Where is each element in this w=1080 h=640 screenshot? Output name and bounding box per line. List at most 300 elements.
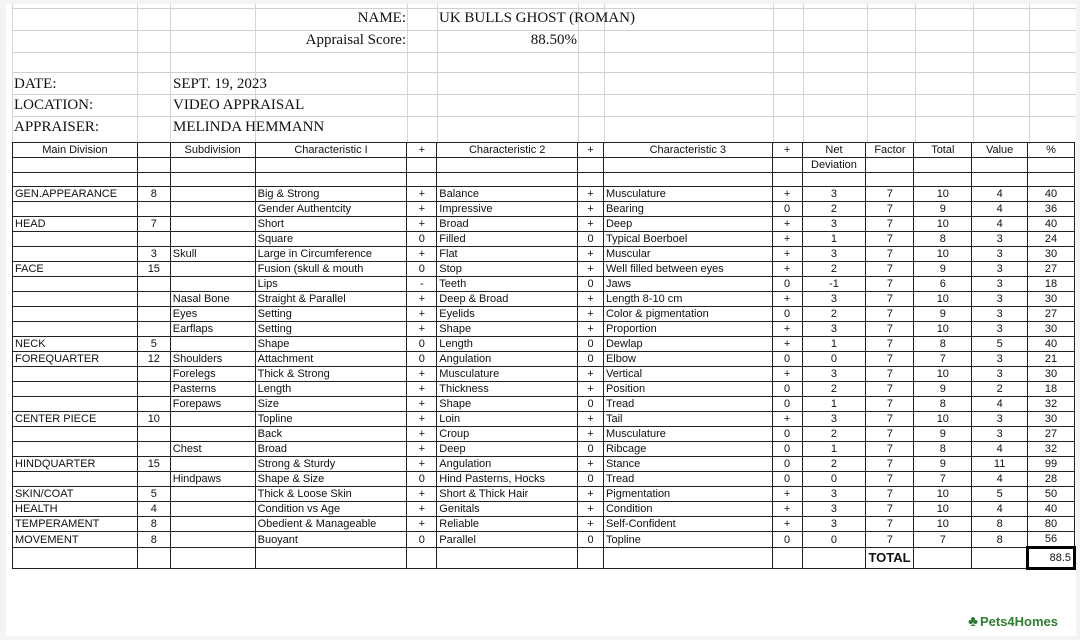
empty-cell <box>13 548 138 569</box>
characteristic-3-cell: Tread <box>603 472 772 487</box>
characteristic-3-cell: Well filled between eyes <box>603 262 772 277</box>
table-row <box>13 472 1075 487</box>
percent-cell: 18 <box>1028 382 1075 397</box>
sign-1-cell: + <box>407 202 437 217</box>
table-row <box>13 427 1075 442</box>
name-label: NAME: <box>357 10 406 26</box>
total-cell: 10 <box>914 187 972 202</box>
weight-cell <box>137 292 170 307</box>
characteristic-1-cell: Setting <box>255 322 407 337</box>
empty-cell <box>772 548 802 569</box>
characteristic-2-cell: Broad <box>437 217 578 232</box>
main-division-cell: FOREQUARTER <box>13 352 138 367</box>
net-deviation-cell: 0 <box>802 472 866 487</box>
characteristic-1-cell: Obedient & Manageable <box>255 517 407 532</box>
main-division-cell: NECK <box>13 337 138 352</box>
net-deviation-cell: 3 <box>802 322 866 337</box>
sign-3-cell: 0 <box>772 532 802 548</box>
sign-3-cell: 0 <box>772 382 802 397</box>
percent-cell: 30 <box>1028 292 1075 307</box>
factor-cell: 7 <box>866 472 914 487</box>
sign-1-cell: + <box>407 307 437 322</box>
value-cell: 3 <box>972 307 1028 322</box>
location-value: VIDEO APPRAISAL <box>173 97 305 113</box>
net-deviation-cell: 0 <box>802 532 866 548</box>
weight-cell: 7 <box>137 217 170 232</box>
subdivision-cell <box>170 337 255 352</box>
factor-cell: 7 <box>866 427 914 442</box>
empty-cell <box>914 158 972 173</box>
table-row <box>13 502 1075 517</box>
total-cell: 10 <box>914 292 972 307</box>
column-header-subdivision: Subdivision <box>170 143 255 158</box>
empty-cell <box>437 158 578 173</box>
empty-cell <box>772 158 802 173</box>
sign-3-cell: + <box>772 262 802 277</box>
empty-cell <box>578 548 604 569</box>
table-row <box>13 187 1075 202</box>
value-cell: 5 <box>972 337 1028 352</box>
characteristic-2-cell: Angulation <box>437 352 578 367</box>
date-value: SEPT. 19, 2023 <box>173 76 267 92</box>
subdivision-cell <box>170 502 255 517</box>
weight-cell <box>137 322 170 337</box>
characteristic-1-cell: Condition vs Age <box>255 502 407 517</box>
total-cell: 9 <box>914 427 972 442</box>
characteristic-3-cell: Stance <box>603 457 772 472</box>
characteristic-3-cell: Ribcage <box>603 442 772 457</box>
total-cell: 8 <box>914 232 972 247</box>
percent-cell: 24 <box>1028 232 1075 247</box>
value-cell: 8 <box>972 532 1028 548</box>
table-row <box>13 262 1075 277</box>
sign-1-cell: + <box>407 382 437 397</box>
column-header-value: Value <box>972 143 1028 158</box>
factor-cell: 7 <box>866 337 914 352</box>
net-deviation-cell: 1 <box>802 232 866 247</box>
empty-cell <box>137 548 170 569</box>
table-row <box>13 367 1075 382</box>
factor-cell: 7 <box>866 322 914 337</box>
sign-2-cell: + <box>578 457 604 472</box>
net-deviation-cell: 3 <box>802 217 866 232</box>
empty-cell <box>170 158 255 173</box>
sign-1-cell: 0 <box>407 352 437 367</box>
total-cell: 10 <box>914 502 972 517</box>
empty-cell <box>170 548 255 569</box>
sign-2-cell: + <box>578 322 604 337</box>
value-cell: 4 <box>972 472 1028 487</box>
characteristic-1-cell: Size <box>255 397 407 412</box>
characteristic-2-cell: Teeth <box>437 277 578 292</box>
main-division-cell: MOVEMENT <box>13 532 138 548</box>
subdivision-cell: Chest <box>170 442 255 457</box>
sign-1-cell: 0 <box>407 532 437 548</box>
characteristic-3-cell: Condition <box>603 502 772 517</box>
characteristic-3-cell: Musculature <box>603 187 772 202</box>
net-deviation-subheader: Deviation <box>802 158 866 173</box>
characteristic-2-cell: Deep <box>437 442 578 457</box>
total-cell: 9 <box>914 457 972 472</box>
sign-3-cell: + <box>772 412 802 427</box>
subdivision-cell <box>170 202 255 217</box>
main-division-cell <box>13 277 138 292</box>
factor-cell: 7 <box>866 487 914 502</box>
table-header <box>13 143 1075 173</box>
main-division-cell <box>13 322 138 337</box>
empty-cell <box>578 158 604 173</box>
value-cell: 3 <box>972 352 1028 367</box>
table-row <box>13 337 1075 352</box>
sign-2-cell: 0 <box>578 397 604 412</box>
total-cell: 7 <box>914 532 972 548</box>
characteristic-1-cell: Lips <box>255 277 407 292</box>
weight-cell: 8 <box>137 532 170 548</box>
characteristic-1-cell: Shape <box>255 337 407 352</box>
characteristic-1-cell: Back <box>255 427 407 442</box>
characteristic-2-cell: Deep & Broad <box>437 292 578 307</box>
main-division-cell <box>13 232 138 247</box>
total-cell: 8 <box>914 397 972 412</box>
value-cell: 3 <box>972 262 1028 277</box>
characteristic-2-cell: Impressive <box>437 202 578 217</box>
factor-cell: 7 <box>866 367 914 382</box>
dog-name: UK BULLS GHOST (ROMAN) <box>439 10 635 26</box>
column-header-factor: Factor <box>866 143 914 158</box>
sign-3-cell: + <box>772 187 802 202</box>
sign-1-cell: + <box>407 457 437 472</box>
value-cell: 8 <box>972 517 1028 532</box>
total-cell: 10 <box>914 322 972 337</box>
characteristic-2-cell: Flat <box>437 247 578 262</box>
sign-1-cell: 0 <box>407 337 437 352</box>
column-header-characteristic-3: Characteristic 3 <box>603 143 772 158</box>
factor-cell: 7 <box>866 352 914 367</box>
table-row <box>13 487 1075 502</box>
net-deviation-cell: 2 <box>802 382 866 397</box>
factor-cell: 7 <box>866 247 914 262</box>
net-deviation-cell: 3 <box>802 367 866 382</box>
characteristic-3-cell: Bearing <box>603 202 772 217</box>
value-cell: 4 <box>972 217 1028 232</box>
sign-2-cell: 0 <box>578 337 604 352</box>
main-division-cell <box>13 307 138 322</box>
empty-cell <box>437 173 578 187</box>
empty-cell <box>866 158 914 173</box>
characteristic-2-cell: Genitals <box>437 502 578 517</box>
sign-1-cell: + <box>407 217 437 232</box>
spacer-row <box>13 173 1075 187</box>
sign-3-cell: + <box>772 502 802 517</box>
value-cell: 4 <box>972 187 1028 202</box>
sign-3-cell: + <box>772 337 802 352</box>
main-division-cell: FACE <box>13 262 138 277</box>
table-row <box>13 412 1075 427</box>
sign-1-cell: + <box>407 487 437 502</box>
empty-cell <box>255 173 407 187</box>
sign-1-cell: 0 <box>407 472 437 487</box>
total-label: TOTAL <box>866 548 914 569</box>
percent-cell: 28 <box>1028 472 1075 487</box>
factor-cell: 7 <box>866 232 914 247</box>
characteristic-1-cell: Setting <box>255 307 407 322</box>
characteristic-1-cell: Topline <box>255 412 407 427</box>
empty-cell <box>972 173 1028 187</box>
watermark-text: Pets4Homes <box>979 614 1058 629</box>
column-header-percent: % <box>1028 143 1075 158</box>
table-row <box>13 232 1075 247</box>
empty-cell <box>603 548 772 569</box>
characteristic-1-cell: Strong & Sturdy <box>255 457 407 472</box>
subdivision-cell <box>170 517 255 532</box>
subdivision-cell <box>170 217 255 232</box>
main-division-cell: SKIN/COAT <box>13 487 138 502</box>
empty-cell <box>802 548 866 569</box>
empty-cell <box>137 173 170 187</box>
column-header-sign-1: + <box>407 143 437 158</box>
factor-cell: 7 <box>866 532 914 548</box>
weight-cell: 10 <box>137 412 170 427</box>
appraisal-sheet <box>6 4 1076 636</box>
empty-cell <box>914 548 972 569</box>
characteristic-1-cell: Shape & Size <box>255 472 407 487</box>
table-row <box>13 307 1075 322</box>
characteristic-2-cell: Length <box>437 337 578 352</box>
table-row <box>13 217 1075 232</box>
percent-cell: 30 <box>1028 367 1075 382</box>
subdivision-cell <box>170 262 255 277</box>
table-row <box>13 352 1075 367</box>
value-cell: 3 <box>972 412 1028 427</box>
total-cell: 6 <box>914 277 972 292</box>
weight-cell: 3 <box>137 247 170 262</box>
table-row <box>13 457 1075 472</box>
characteristic-2-cell: Reliable <box>437 517 578 532</box>
main-division-cell: TEMPERAMENT <box>13 517 138 532</box>
characteristic-2-cell: Shape <box>437 322 578 337</box>
factor-cell: 7 <box>866 457 914 472</box>
sign-2-cell: + <box>578 382 604 397</box>
characteristic-3-cell: Deep <box>603 217 772 232</box>
characteristic-2-cell: Loin <box>437 412 578 427</box>
empty-cell <box>802 173 866 187</box>
subdivision-cell: Forelegs <box>170 367 255 382</box>
sign-2-cell: + <box>578 367 604 382</box>
sign-1-cell: + <box>407 412 437 427</box>
weight-cell <box>137 472 170 487</box>
characteristic-1-cell: Short <box>255 217 407 232</box>
percent-cell: 27 <box>1028 427 1075 442</box>
table-row <box>13 517 1075 532</box>
sign-3-cell: + <box>772 217 802 232</box>
characteristic-3-cell: Musculature <box>603 427 772 442</box>
sign-3-cell: 0 <box>772 427 802 442</box>
sign-2-cell: + <box>578 187 604 202</box>
sign-2-cell: + <box>578 427 604 442</box>
subdivision-cell: Nasal Bone <box>170 292 255 307</box>
subdivision-cell <box>170 412 255 427</box>
characteristic-2-cell: Thickness <box>437 382 578 397</box>
sign-3-cell: + <box>772 367 802 382</box>
subdivision-cell: Forepaws <box>170 397 255 412</box>
characteristic-3-cell: Pigmentation <box>603 487 772 502</box>
total-cell: 10 <box>914 217 972 232</box>
subdivision-cell: Skull <box>170 247 255 262</box>
sign-2-cell: 0 <box>578 442 604 457</box>
net-deviation-cell: 2 <box>802 202 866 217</box>
net-deviation-cell: 3 <box>802 487 866 502</box>
column-header-main-division: Main Division <box>13 143 138 158</box>
sign-1-cell: + <box>407 247 437 262</box>
net-deviation-cell: 2 <box>802 457 866 472</box>
value-cell: 4 <box>972 397 1028 412</box>
characteristic-2-cell: Croup <box>437 427 578 442</box>
characteristic-2-cell: Stop <box>437 262 578 277</box>
factor-cell: 7 <box>866 382 914 397</box>
value-cell: 4 <box>972 442 1028 457</box>
sign-3-cell: 0 <box>772 202 802 217</box>
characteristic-1-cell: Attachment <box>255 352 407 367</box>
factor-cell: 7 <box>866 442 914 457</box>
sign-3-cell: 0 <box>772 472 802 487</box>
empty-cell <box>1028 173 1075 187</box>
sign-1-cell: - <box>407 277 437 292</box>
sign-2-cell: 0 <box>578 352 604 367</box>
weight-cell <box>137 442 170 457</box>
sign-2-cell: 0 <box>578 532 604 548</box>
sign-2-cell: + <box>578 217 604 232</box>
sign-1-cell: + <box>407 427 437 442</box>
characteristic-1-cell: Thick & Strong <box>255 367 407 382</box>
percent-cell: 50 <box>1028 487 1075 502</box>
table-row <box>13 277 1075 292</box>
subdivision-cell <box>170 487 255 502</box>
net-deviation-cell: 1 <box>802 337 866 352</box>
weight-cell <box>137 202 170 217</box>
net-deviation-cell: -1 <box>802 277 866 292</box>
empty-cell <box>578 173 604 187</box>
characteristic-1-cell: Length <box>255 382 407 397</box>
value-cell: 3 <box>972 427 1028 442</box>
total-cell: 10 <box>914 367 972 382</box>
empty-cell <box>972 158 1028 173</box>
characteristic-3-cell: Topline <box>603 532 772 548</box>
percent-cell: 27 <box>1028 262 1075 277</box>
characteristic-3-cell: Vertical <box>603 367 772 382</box>
empty-cell <box>603 173 772 187</box>
factor-cell: 7 <box>866 292 914 307</box>
percent-cell: 40 <box>1028 337 1075 352</box>
sign-2-cell: + <box>578 487 604 502</box>
characteristic-3-cell: Proportion <box>603 322 772 337</box>
characteristic-3-cell: Muscular <box>603 247 772 262</box>
characteristic-2-cell: Short & Thick Hair <box>437 487 578 502</box>
characteristic-2-cell: Eyelids <box>437 307 578 322</box>
factor-cell: 7 <box>866 517 914 532</box>
sign-3-cell: 0 <box>772 277 802 292</box>
value-cell: 3 <box>972 247 1028 262</box>
characteristic-2-cell: Filled <box>437 232 578 247</box>
sign-2-cell: + <box>578 292 604 307</box>
factor-cell: 7 <box>866 217 914 232</box>
total-row <box>13 548 1075 569</box>
total-cell: 8 <box>914 337 972 352</box>
main-division-cell <box>13 427 138 442</box>
paw-icon: ♣ <box>968 613 978 630</box>
sign-3-cell: + <box>772 247 802 262</box>
value-cell: 4 <box>972 502 1028 517</box>
subheader-row <box>13 158 1075 173</box>
total-cell: 9 <box>914 307 972 322</box>
main-division-cell <box>13 382 138 397</box>
empty-cell <box>170 173 255 187</box>
empty-cell <box>407 548 437 569</box>
main-division-cell <box>13 292 138 307</box>
characteristic-3-cell: Tail <box>603 412 772 427</box>
sign-2-cell: + <box>578 412 604 427</box>
weight-cell: 15 <box>137 262 170 277</box>
sign-3-cell: 0 <box>772 352 802 367</box>
characteristic-1-cell: Straight & Parallel <box>255 292 407 307</box>
percent-cell: 56 <box>1028 532 1075 548</box>
net-deviation-cell: 2 <box>802 427 866 442</box>
characteristic-3-cell: Jaws <box>603 277 772 292</box>
table-row <box>13 292 1075 307</box>
percent-cell: 21 <box>1028 352 1075 367</box>
percent-cell: 30 <box>1028 322 1075 337</box>
sign-2-cell: + <box>578 307 604 322</box>
characteristic-3-cell: Self-Confident <box>603 517 772 532</box>
sign-1-cell: + <box>407 502 437 517</box>
total-cell: 7 <box>914 352 972 367</box>
sign-3-cell: 0 <box>772 442 802 457</box>
location-label: LOCATION: <box>14 97 94 113</box>
characteristic-3-cell: Elbow <box>603 352 772 367</box>
subdivision-cell: Shoulders <box>170 352 255 367</box>
percent-cell: 27 <box>1028 307 1075 322</box>
percent-cell: 80 <box>1028 517 1075 532</box>
sign-1-cell: + <box>407 187 437 202</box>
net-deviation-cell: 3 <box>802 292 866 307</box>
factor-cell: 7 <box>866 277 914 292</box>
characteristic-2-cell: Shape <box>437 397 578 412</box>
weight-cell <box>137 382 170 397</box>
empty-cell <box>137 158 170 173</box>
main-division-cell: CENTER PIECE <box>13 412 138 427</box>
weight-cell <box>137 367 170 382</box>
percent-cell: 99 <box>1028 457 1075 472</box>
net-deviation-cell: 1 <box>802 397 866 412</box>
sign-3-cell: 0 <box>772 307 802 322</box>
characteristic-2-cell: Musculature <box>437 367 578 382</box>
score-label: Appraisal Score: <box>305 32 406 48</box>
table-row <box>13 202 1075 217</box>
subdivision-cell <box>170 187 255 202</box>
sign-1-cell: 0 <box>407 262 437 277</box>
table-body <box>13 173 1075 569</box>
sign-3-cell: + <box>772 487 802 502</box>
empty-cell <box>407 173 437 187</box>
total-cell: 10 <box>914 247 972 262</box>
net-deviation-cell: 0 <box>802 352 866 367</box>
percent-cell: 32 <box>1028 442 1075 457</box>
percent-cell: 40 <box>1028 187 1075 202</box>
sign-1-cell: 0 <box>407 232 437 247</box>
sign-3-cell: 0 <box>772 457 802 472</box>
net-deviation-cell: 1 <box>802 442 866 457</box>
empty-cell <box>255 548 407 569</box>
value-cell: 3 <box>972 232 1028 247</box>
